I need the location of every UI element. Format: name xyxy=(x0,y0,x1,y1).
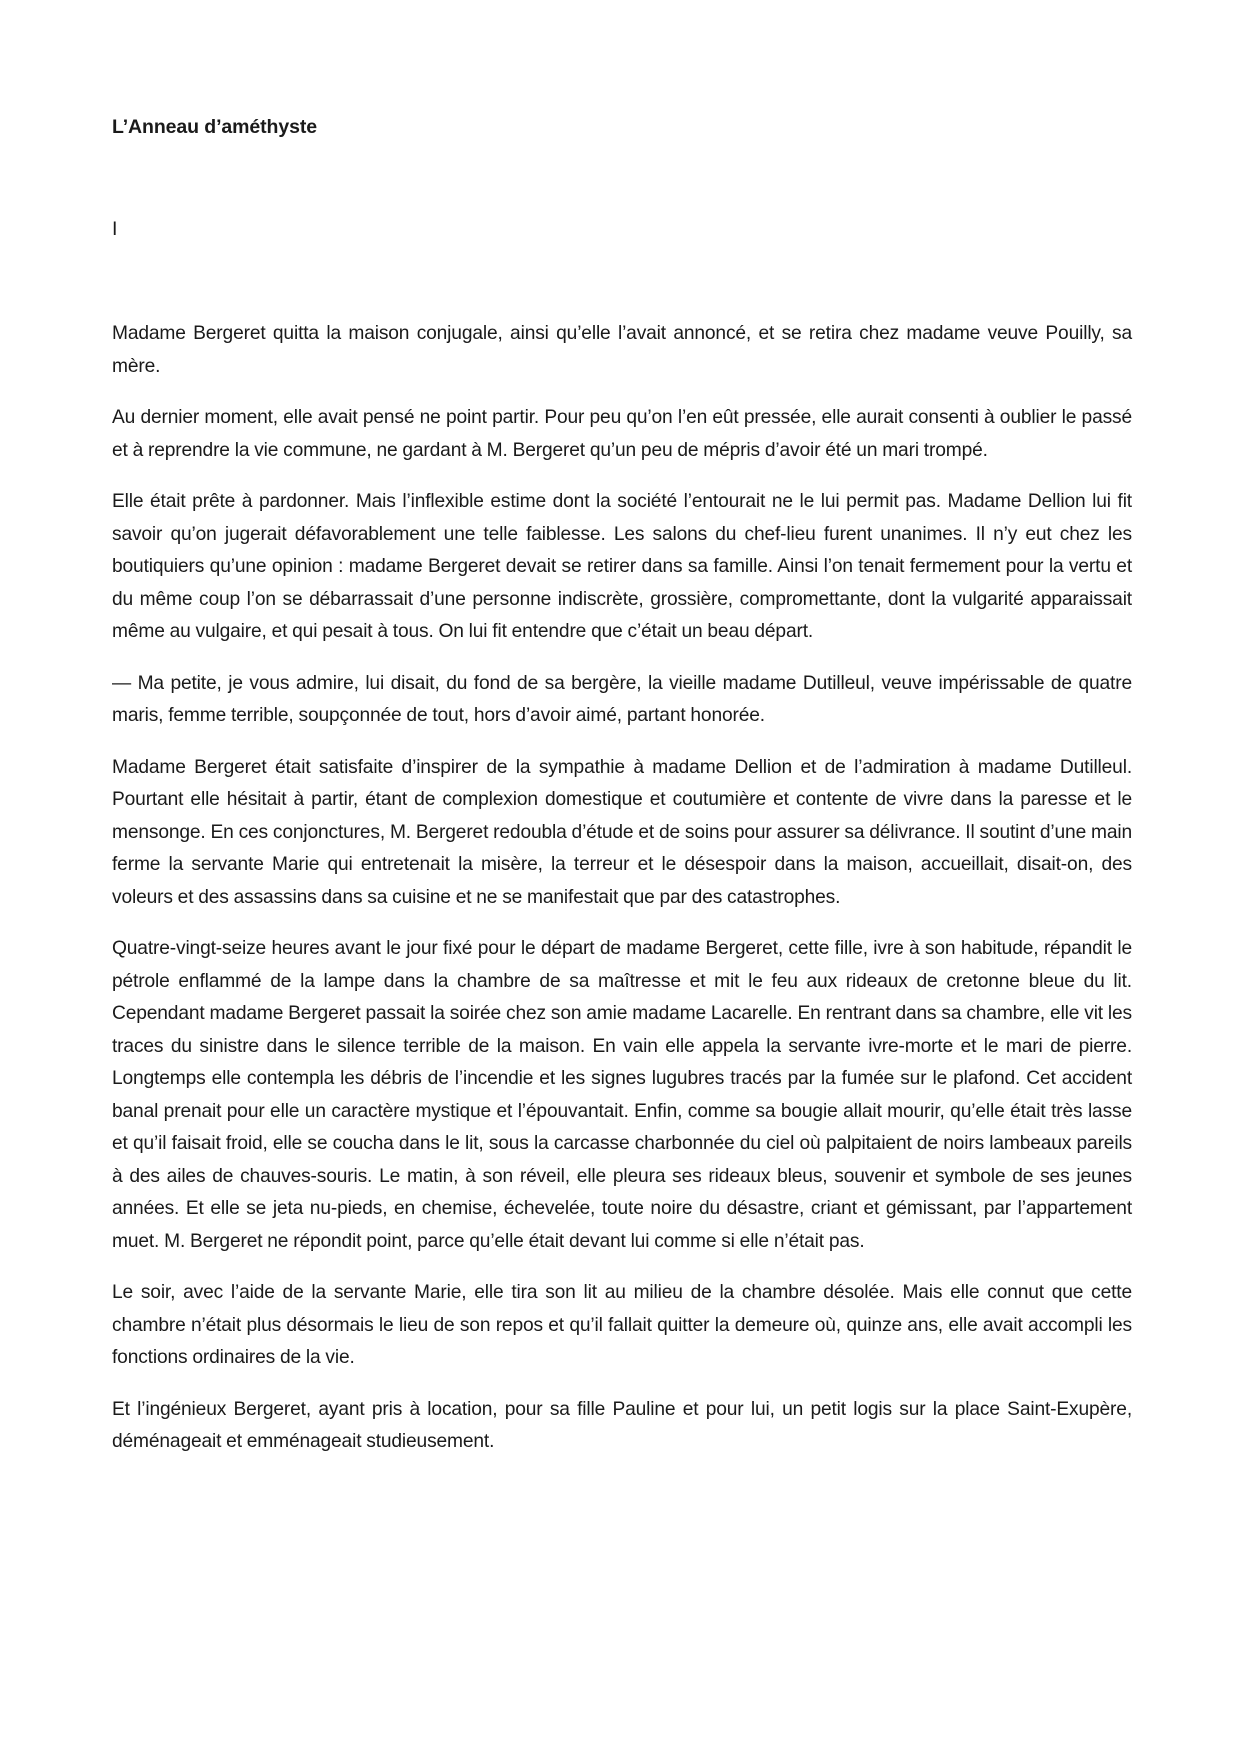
paragraph-2: Au dernier moment, elle avait pensé ne point partir. Pour peu qu’on l’en eût pressée, elle aurait consenti à oublier le passé et à reprendre la vie commune, ne gardant à M. Bergeret qu’un peu de mépris d’avoir été un mari trompé. xyxy=(112,407,1132,461)
chapter-number: I xyxy=(112,218,118,240)
body-text xyxy=(112,318,1132,1478)
paragraph-5: Madame Bergeret était satisfaite d’inspirer de la sympathie à madame Dellion et de l’admiration à madame Dutilleul. Pourtant elle hésitait à partir, étant de complexion domestique et coutumière et contente de vivre dans la paresse et le mensonge. En ces conjonctures, M. Bergeret redoubla d’étude et de soins pour assurer sa délivrance. Il soutint d’une main ferme la servante Marie qui entretenait la misère, la terreur et le désespoir dans la maison, accueillait, disait-on, des voleurs et des assassins dans sa cuisine et ne se manifestait que par des catastrophes. xyxy=(112,756,1132,908)
paragraph-7: Le soir, avec l’aide de la servante Marie, elle tira son lit au milieu de la chambre désolée. Mais elle connut que cette chambre n’était plus désormais le lieu de son repos et qu’il fallait quitter la demeure où, quinze ans, elle avait accompli les fonctions ordinaires de la vie. xyxy=(112,1282,1132,1368)
paragraph-3: Elle était prête à pardonner. Mais l’inflexible estime dont la société l’entourait ne le lui permit pas. Madame Dellion lui fit savoir qu’on jugerait défavorablement une telle faiblesse. Les salons du chef-lieu furent unanimes. Il n’y eut chez les boutiquiers qu’une opinion : madame Bergeret devait se retirer dans sa famille. Ainsi l’on tenait fermement pour la vertu et du même coup l’on se débarrassait d’une personne indiscrète, grossière, compromettante, dont la vulgarité apparaissait même au vulgaire, et qui pesait à tous. On lui fit entendre que c’était un beau départ. xyxy=(112,491,1132,642)
paragraph-8: Et l’ingénieux Bergeret, ayant pris à location, pour sa fille Pauline et pour lui, un petit logis sur la place Saint-Exupère, déménageait et emménageait studieusement. xyxy=(112,1398,1132,1452)
paragraph-4: — Ma petite, je vous admire, lui disait, du fond de sa bergère, la vieille madame Dutilleul, veuve impérissable de quatre maris, femme terrible, soupçonnée de tout, hors d’avoir aimé, partant honorée. xyxy=(112,672,1132,726)
paragraph-6: Quatre-vingt-seize heures avant le jour fixé pour le départ de madame Bergeret, cette fille, ivre à son habitude, répandit le pétrole enflammé de la lampe dans la chambre de sa maîtresse et mit le feu aux rideaux de cretonne bleue du lit. Cependant madame Bergeret passait la soirée chez son amie madame Lacarelle. En rentrant dans sa chambre, elle vit les traces du sinistre dans le silence terrible de la maison. En vain elle appela la servante ivre-morte et le mari de pierre. Longtemps elle contempla les débris de l’incendie et les signes lugubres tracés par la fumée sur le plafond. Cet accident banal prenait pour elle un caractère mystique et l’épouvantait. Enfin, comme sa bougie allait mourir, qu’elle était très lasse et qu’il faisait froid, elle se coucha dans le lit, sous la carcasse charbonnée du ciel où palpitaient de noirs lambeaux pareils à des ailes de chauves-souris. Le matin, à son réveil, elle pleura ses rideaux bleus, souvenir et symbole de ses jeunes années. Et elle se jeta nu-pieds, en chemise, échevelée, toute noire du désastre, criant et gémissant, par l’appartement muet. M. Bergeret ne répondit point, parce qu’elle était devant lui comme si elle n’était pas. xyxy=(112,938,1132,1252)
document-title: L’Anneau d’améthyste xyxy=(112,116,317,138)
paragraph-1: Madame Bergeret quitta la maison conjugale, ainsi qu’elle l’avait annoncé, et se retira chez madame veuve Pouilly, sa mère. xyxy=(112,323,1132,377)
